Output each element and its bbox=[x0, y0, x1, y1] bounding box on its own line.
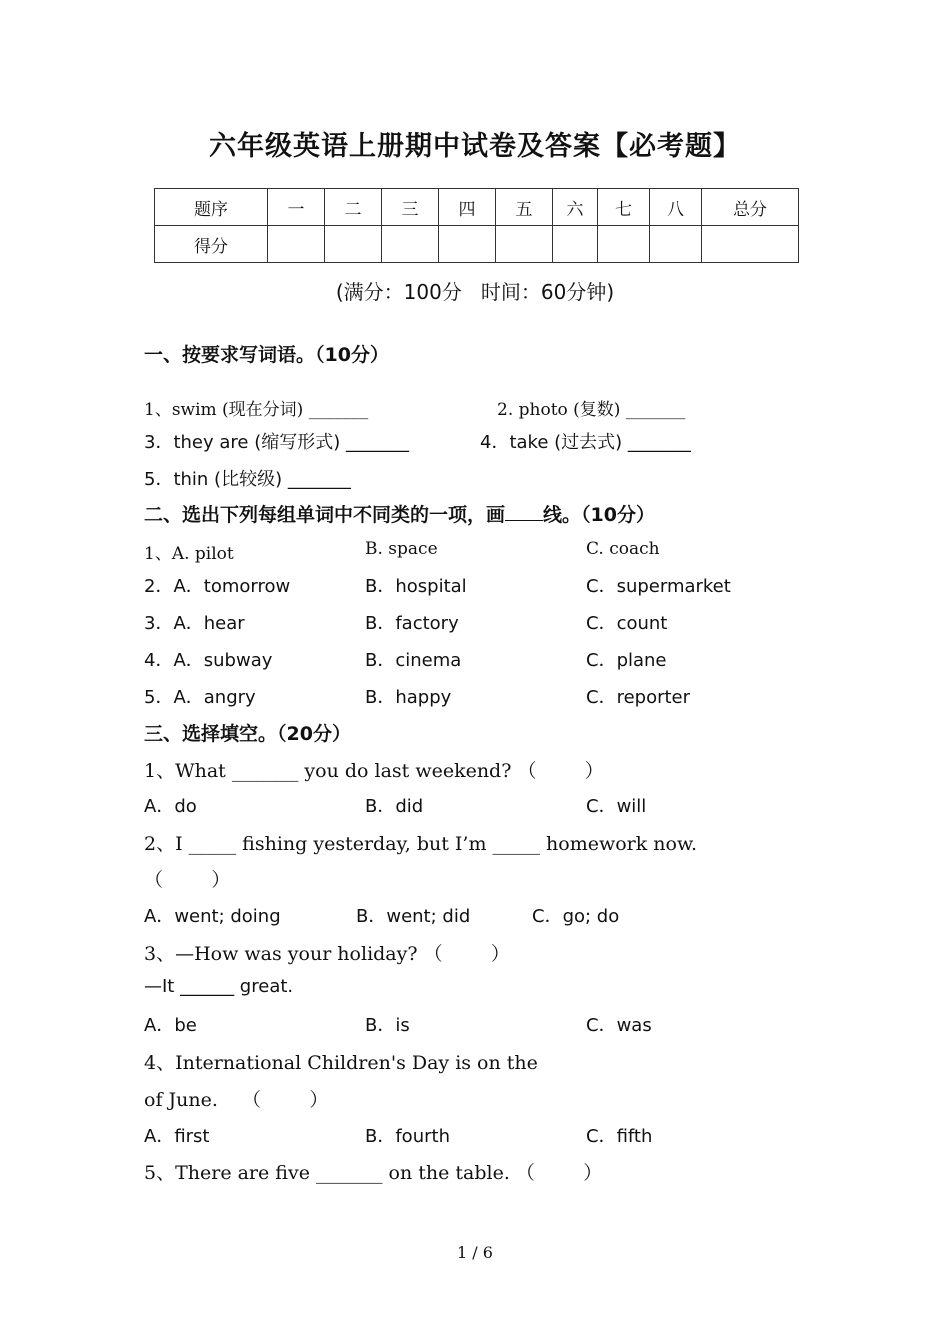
option-b: B．went; did bbox=[356, 906, 471, 927]
underline-blank bbox=[505, 502, 543, 521]
score-field[interactable] bbox=[702, 226, 799, 263]
page-number: 1 / 6 bbox=[457, 1243, 493, 1262]
option-a: A．first bbox=[144, 1126, 210, 1147]
score-field[interactable] bbox=[382, 226, 439, 263]
score-field[interactable] bbox=[553, 226, 598, 263]
score-field[interactable] bbox=[268, 226, 325, 263]
section-heading: 三、选择填空。（20分） bbox=[144, 723, 351, 745]
option-b: B．is bbox=[365, 1015, 410, 1036]
score-field[interactable] bbox=[650, 226, 702, 263]
option-c: C．go; do bbox=[532, 906, 620, 927]
question-text: 2、I _____ fishing yesterday, but I’m _____ homework now. bbox=[144, 833, 698, 855]
question-text: 1、What _______ you do last weekend? （ ） bbox=[144, 760, 604, 782]
table-cell: 得分 bbox=[155, 226, 268, 263]
table-cell: 一 bbox=[268, 189, 325, 226]
section-heading: 一、按要求写词语。（10分） bbox=[144, 344, 389, 366]
option-c: C．will bbox=[586, 796, 647, 817]
option-a: 4．A．subway bbox=[144, 650, 273, 671]
option-a: 5．A．angry bbox=[144, 687, 256, 708]
question-text: 1、swim (现在分词) _______ bbox=[144, 400, 369, 420]
table-cell: 三 bbox=[382, 189, 439, 226]
option-a: 2．A．tomorrow bbox=[144, 576, 291, 597]
exam-meta: (满分：100分 时间：60分钟) bbox=[335, 280, 615, 304]
option-b: B．factory bbox=[365, 613, 459, 634]
option-c: C．plane bbox=[586, 650, 667, 671]
score-table-score-row bbox=[155, 226, 799, 263]
question-text: 5、There are five _______ on the table. （ ） bbox=[144, 1162, 603, 1184]
option-b: B．fourth bbox=[365, 1126, 450, 1147]
option-a: A．do bbox=[144, 796, 197, 817]
question-text: 4、International Children's Day is on the bbox=[144, 1052, 538, 1074]
question-text: 3．they are (缩写形式) _______ bbox=[144, 432, 409, 453]
question-text: —It ______ great. bbox=[144, 976, 294, 997]
option-c: C. coach bbox=[586, 539, 660, 559]
page-title: 六年级英语上册期中试卷及答案【必考题】 bbox=[209, 131, 741, 162]
option-c: C．fifth bbox=[586, 1126, 653, 1147]
option-a: A．went; doing bbox=[144, 906, 281, 927]
option-c: C．was bbox=[586, 1015, 652, 1036]
question-text: 4．take (过去式) _______ bbox=[480, 432, 691, 453]
table-cell: 总分 bbox=[702, 189, 799, 226]
table-cell: 七 bbox=[598, 189, 650, 226]
option-a: 3．A．hear bbox=[144, 613, 245, 634]
option-b: B．cinema bbox=[365, 650, 462, 671]
option-a: A．be bbox=[144, 1015, 197, 1036]
heading-part: 线。（10分） bbox=[543, 504, 655, 526]
table-cell: 六 bbox=[553, 189, 598, 226]
score-field[interactable] bbox=[496, 226, 553, 263]
option-b: B．did bbox=[365, 796, 424, 817]
score-table-header-row bbox=[155, 189, 799, 226]
table-cell: 二 bbox=[325, 189, 382, 226]
option-c: C．reporter bbox=[586, 687, 691, 708]
question-text: 3、—How was your holiday? （ ） bbox=[144, 943, 510, 965]
option-b: B．happy bbox=[365, 687, 452, 708]
option-a: 1、A. pilot bbox=[144, 544, 234, 564]
question-text: of June. （ ） bbox=[144, 1089, 329, 1111]
option-b: B. space bbox=[365, 539, 438, 559]
table-cell: 八 bbox=[650, 189, 702, 226]
score-table bbox=[154, 188, 799, 263]
score-field[interactable] bbox=[325, 226, 382, 263]
section-heading bbox=[144, 500, 655, 527]
table-cell: 四 bbox=[439, 189, 496, 226]
heading-part: 二、选出下列每组单词中不同类的一项，画 bbox=[144, 504, 506, 526]
table-cell: 题序 bbox=[155, 189, 268, 226]
score-field[interactable] bbox=[598, 226, 650, 263]
question-text: 5．thin (比较级) _______ bbox=[144, 469, 351, 490]
option-b: B．hospital bbox=[365, 576, 467, 597]
option-c: C．supermarket bbox=[586, 576, 731, 597]
question-text: 2. photo (复数) _______ bbox=[497, 400, 686, 420]
table-cell: 五 bbox=[496, 189, 553, 226]
option-c: C．count bbox=[586, 613, 668, 634]
score-field[interactable] bbox=[439, 226, 496, 263]
answer-paren: （ ） bbox=[144, 869, 231, 891]
